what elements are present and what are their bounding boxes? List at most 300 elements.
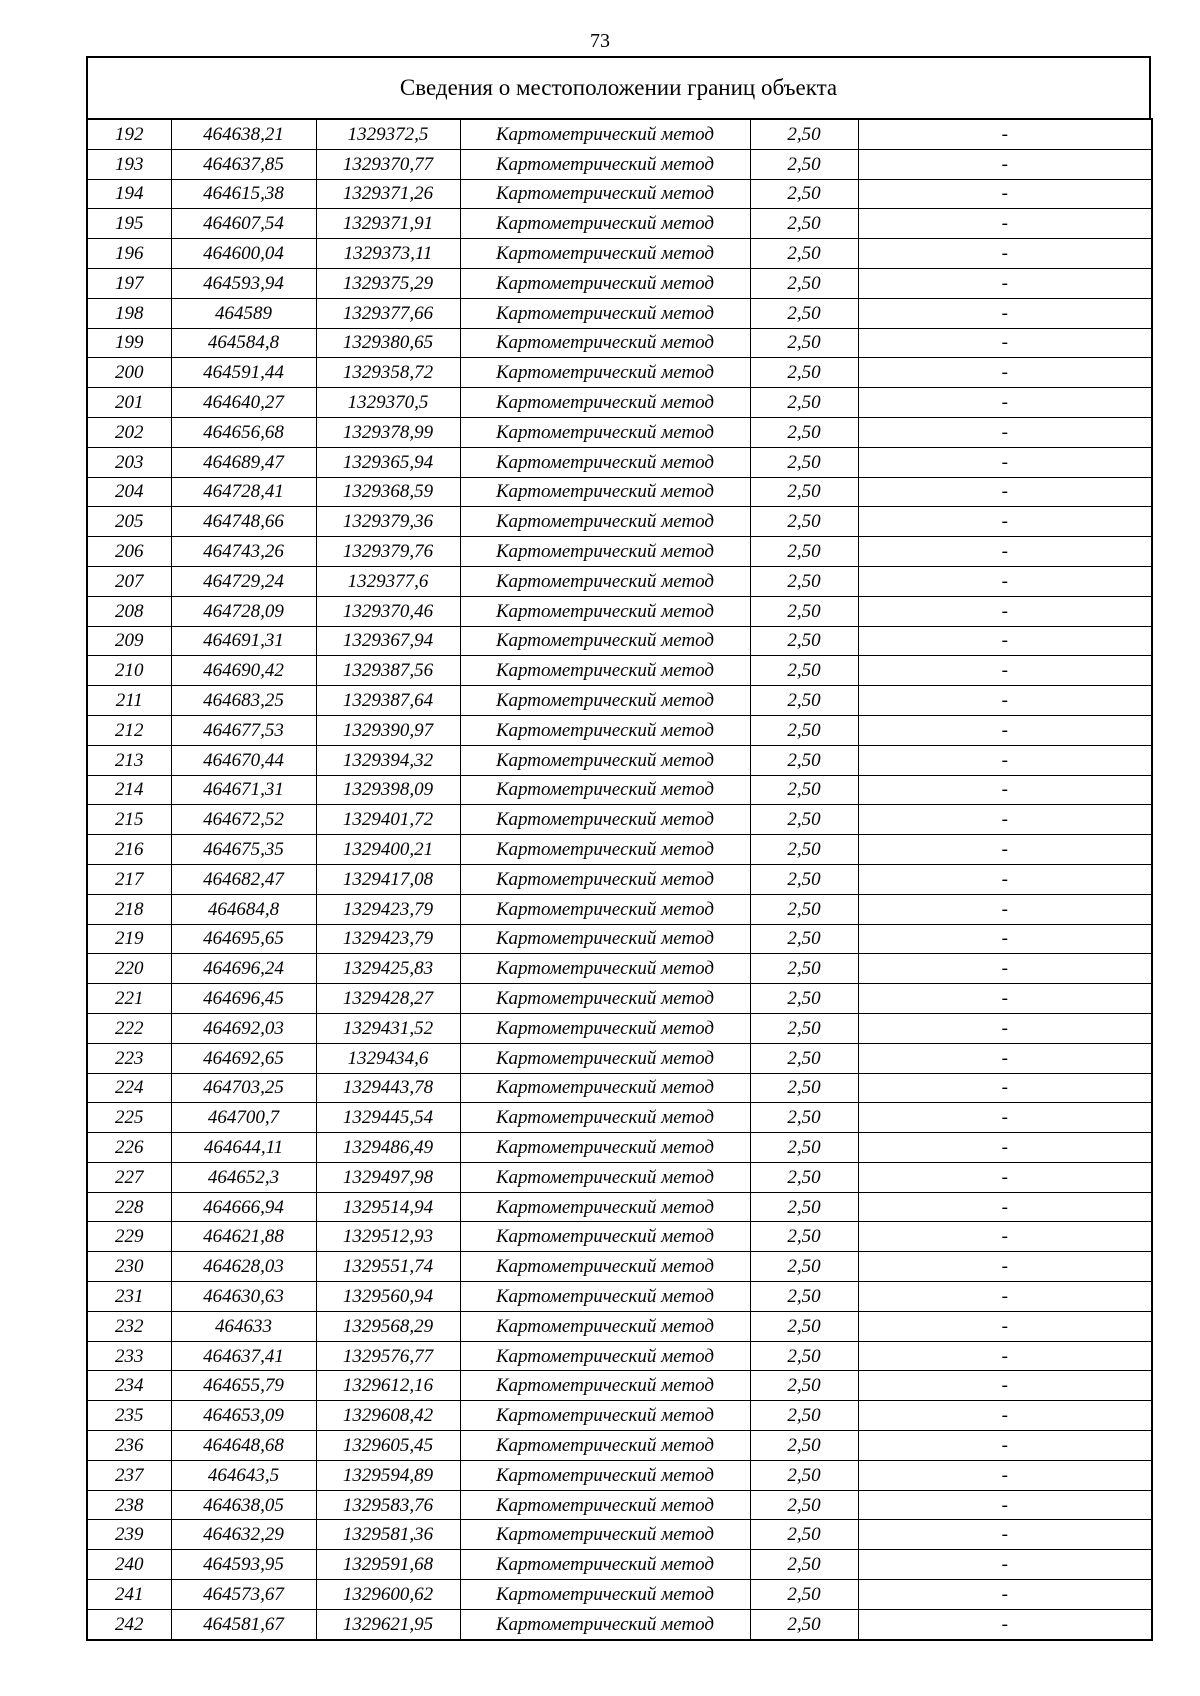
x-coordinate-cell: 464630,63	[171, 1282, 316, 1312]
method-cell: Картометрический метод	[460, 626, 750, 656]
accuracy-cell: 2,50	[750, 1013, 858, 1043]
y-coordinate-cell: 1329591,68	[316, 1550, 460, 1580]
method-cell: Картометрический метод	[460, 1073, 750, 1103]
table-row	[87, 1341, 1152, 1371]
accuracy-cell: 2,50	[750, 686, 858, 716]
x-coordinate-cell: 464670,44	[171, 745, 316, 775]
accuracy-cell: 2,50	[750, 1490, 858, 1520]
x-coordinate-cell: 464677,53	[171, 715, 316, 745]
x-coordinate-cell: 464644,11	[171, 1133, 316, 1163]
x-coordinate-cell: 464581,67	[171, 1609, 316, 1639]
point-number-cell: 197	[87, 268, 171, 298]
y-coordinate-cell: 1329375,29	[316, 268, 460, 298]
method-cell: Картометрический метод	[460, 1013, 750, 1043]
description-cell: -	[858, 1341, 1152, 1371]
table-row	[87, 268, 1152, 298]
accuracy-cell: 2,50	[750, 417, 858, 447]
accuracy-cell: 2,50	[750, 1222, 858, 1252]
y-coordinate-cell: 1329600,62	[316, 1580, 460, 1610]
coordinates-table-body	[87, 119, 1152, 1640]
y-coordinate-cell: 1329434,6	[316, 1043, 460, 1073]
point-number-cell: 235	[87, 1401, 171, 1431]
x-coordinate-cell: 464591,44	[171, 358, 316, 388]
x-coordinate-cell: 464729,24	[171, 566, 316, 596]
method-cell: Картометрический метод	[460, 328, 750, 358]
y-coordinate-cell: 1329401,72	[316, 805, 460, 835]
table-row	[87, 924, 1152, 954]
accuracy-cell: 2,50	[750, 209, 858, 239]
point-number-cell: 206	[87, 537, 171, 567]
y-coordinate-cell: 1329371,91	[316, 209, 460, 239]
description-cell: -	[858, 715, 1152, 745]
x-coordinate-cell: 464700,7	[171, 1103, 316, 1133]
accuracy-cell: 2,50	[750, 149, 858, 179]
accuracy-cell: 2,50	[750, 656, 858, 686]
x-coordinate-cell: 464593,95	[171, 1550, 316, 1580]
x-coordinate-cell: 464638,21	[171, 119, 316, 149]
y-coordinate-cell: 1329443,78	[316, 1073, 460, 1103]
description-cell: -	[858, 656, 1152, 686]
method-cell: Картометрический метод	[460, 507, 750, 537]
method-cell: Картометрический метод	[460, 1222, 750, 1252]
table-row	[87, 835, 1152, 865]
accuracy-cell: 2,50	[750, 805, 858, 835]
description-cell: -	[858, 209, 1152, 239]
y-coordinate-cell: 1329394,32	[316, 745, 460, 775]
accuracy-cell: 2,50	[750, 1103, 858, 1133]
description-cell: -	[858, 954, 1152, 984]
accuracy-cell: 2,50	[750, 566, 858, 596]
table-row	[87, 1460, 1152, 1490]
accuracy-cell: 2,50	[750, 477, 858, 507]
y-coordinate-cell: 1329568,29	[316, 1311, 460, 1341]
table-row	[87, 745, 1152, 775]
accuracy-cell: 2,50	[750, 954, 858, 984]
point-number-cell: 192	[87, 119, 171, 149]
method-cell: Картометрический метод	[460, 805, 750, 835]
y-coordinate-cell: 1329560,94	[316, 1282, 460, 1312]
table-row	[87, 715, 1152, 745]
y-coordinate-cell: 1329594,89	[316, 1460, 460, 1490]
method-cell: Картометрический метод	[460, 209, 750, 239]
description-cell: -	[858, 239, 1152, 269]
y-coordinate-cell: 1329486,49	[316, 1133, 460, 1163]
y-coordinate-cell: 1329379,76	[316, 537, 460, 567]
x-coordinate-cell: 464652,3	[171, 1162, 316, 1192]
table-row	[87, 596, 1152, 626]
point-number-cell: 239	[87, 1520, 171, 1550]
accuracy-cell: 2,50	[750, 1401, 858, 1431]
y-coordinate-cell: 1329621,95	[316, 1609, 460, 1639]
table-row	[87, 864, 1152, 894]
accuracy-cell: 2,50	[750, 1282, 858, 1312]
y-coordinate-cell: 1329583,76	[316, 1490, 460, 1520]
y-coordinate-cell: 1329378,99	[316, 417, 460, 447]
point-number-cell: 221	[87, 984, 171, 1014]
x-coordinate-cell: 464653,09	[171, 1401, 316, 1431]
point-number-cell: 226	[87, 1133, 171, 1163]
method-cell: Картометрический метод	[460, 537, 750, 567]
method-cell: Картометрический метод	[460, 566, 750, 596]
description-cell: -	[858, 1550, 1152, 1580]
table-row	[87, 477, 1152, 507]
description-cell: -	[858, 1311, 1152, 1341]
accuracy-cell: 2,50	[750, 984, 858, 1014]
point-number-cell: 236	[87, 1431, 171, 1461]
point-number-cell: 200	[87, 358, 171, 388]
table-row	[87, 298, 1152, 328]
point-number-cell: 198	[87, 298, 171, 328]
x-coordinate-cell: 464692,03	[171, 1013, 316, 1043]
accuracy-cell: 2,50	[750, 537, 858, 567]
description-cell: -	[858, 924, 1152, 954]
table-row	[87, 1580, 1152, 1610]
description-cell: -	[858, 1431, 1152, 1461]
point-number-cell: 222	[87, 1013, 171, 1043]
point-number-cell: 233	[87, 1341, 171, 1371]
point-number-cell: 201	[87, 388, 171, 418]
table-row	[87, 894, 1152, 924]
x-coordinate-cell: 464743,26	[171, 537, 316, 567]
table-row	[87, 358, 1152, 388]
table-row	[87, 1609, 1152, 1639]
table-row	[87, 1371, 1152, 1401]
y-coordinate-cell: 1329576,77	[316, 1341, 460, 1371]
method-cell: Картометрический метод	[460, 1580, 750, 1610]
method-cell: Картометрический метод	[460, 715, 750, 745]
table-row	[87, 1162, 1152, 1192]
description-cell: -	[858, 686, 1152, 716]
y-coordinate-cell: 1329423,79	[316, 894, 460, 924]
y-coordinate-cell: 1329417,08	[316, 864, 460, 894]
x-coordinate-cell: 464703,25	[171, 1073, 316, 1103]
table-row	[87, 209, 1152, 239]
point-number-cell: 232	[87, 1311, 171, 1341]
coordinates-table	[86, 118, 1153, 1641]
accuracy-cell: 2,50	[750, 924, 858, 954]
point-number-cell: 204	[87, 477, 171, 507]
description-cell: -	[858, 775, 1152, 805]
x-coordinate-cell: 464607,54	[171, 209, 316, 239]
y-coordinate-cell: 1329379,36	[316, 507, 460, 537]
y-coordinate-cell: 1329512,93	[316, 1222, 460, 1252]
description-cell: -	[858, 626, 1152, 656]
description-cell: -	[858, 894, 1152, 924]
method-cell: Картометрический метод	[460, 149, 750, 179]
method-cell: Картометрический метод	[460, 894, 750, 924]
point-number-cell: 219	[87, 924, 171, 954]
point-number-cell: 211	[87, 686, 171, 716]
accuracy-cell: 2,50	[750, 1520, 858, 1550]
description-cell: -	[858, 537, 1152, 567]
point-number-cell: 193	[87, 149, 171, 179]
method-cell: Картометрический метод	[460, 954, 750, 984]
method-cell: Картометрический метод	[460, 596, 750, 626]
method-cell: Картометрический метод	[460, 1133, 750, 1163]
table-row	[87, 149, 1152, 179]
table-row	[87, 537, 1152, 567]
accuracy-cell: 2,50	[750, 388, 858, 418]
accuracy-cell: 2,50	[750, 626, 858, 656]
x-coordinate-cell: 464638,05	[171, 1490, 316, 1520]
y-coordinate-cell: 1329400,21	[316, 835, 460, 865]
description-cell: -	[858, 745, 1152, 775]
point-number-cell: 217	[87, 864, 171, 894]
table-row	[87, 1043, 1152, 1073]
description-cell: -	[858, 805, 1152, 835]
y-coordinate-cell: 1329380,65	[316, 328, 460, 358]
accuracy-cell: 2,50	[750, 596, 858, 626]
x-coordinate-cell: 464589	[171, 298, 316, 328]
point-number-cell: 229	[87, 1222, 171, 1252]
accuracy-cell: 2,50	[750, 1311, 858, 1341]
table-row	[87, 1073, 1152, 1103]
table-row	[87, 1401, 1152, 1431]
accuracy-cell: 2,50	[750, 894, 858, 924]
x-coordinate-cell: 464621,88	[171, 1222, 316, 1252]
table-row	[87, 954, 1152, 984]
accuracy-cell: 2,50	[750, 1371, 858, 1401]
point-number-cell: 242	[87, 1609, 171, 1639]
description-cell: -	[858, 447, 1152, 477]
table-row	[87, 1311, 1152, 1341]
accuracy-cell: 2,50	[750, 1341, 858, 1371]
x-coordinate-cell: 464656,68	[171, 417, 316, 447]
y-coordinate-cell: 1329514,94	[316, 1192, 460, 1222]
x-coordinate-cell: 464573,67	[171, 1580, 316, 1610]
table-row	[87, 447, 1152, 477]
point-number-cell: 213	[87, 745, 171, 775]
point-number-cell: 223	[87, 1043, 171, 1073]
description-cell: -	[858, 1609, 1152, 1639]
table-row	[87, 984, 1152, 1014]
table-row	[87, 1222, 1152, 1252]
description-cell: -	[858, 1162, 1152, 1192]
accuracy-cell: 2,50	[750, 507, 858, 537]
table-row	[87, 1282, 1152, 1312]
x-coordinate-cell: 464691,31	[171, 626, 316, 656]
point-number-cell: 215	[87, 805, 171, 835]
y-coordinate-cell: 1329373,11	[316, 239, 460, 269]
y-coordinate-cell: 1329428,27	[316, 984, 460, 1014]
y-coordinate-cell: 1329377,66	[316, 298, 460, 328]
accuracy-cell: 2,50	[750, 298, 858, 328]
x-coordinate-cell: 464648,68	[171, 1431, 316, 1461]
method-cell: Картометрический метод	[460, 1371, 750, 1401]
point-number-cell: 207	[87, 566, 171, 596]
y-coordinate-cell: 1329445,54	[316, 1103, 460, 1133]
description-cell: -	[858, 477, 1152, 507]
method-cell: Картометрический метод	[460, 1192, 750, 1222]
y-coordinate-cell: 1329390,97	[316, 715, 460, 745]
method-cell: Картометрический метод	[460, 835, 750, 865]
accuracy-cell: 2,50	[750, 268, 858, 298]
description-cell: -	[858, 1282, 1152, 1312]
accuracy-cell: 2,50	[750, 1043, 858, 1073]
x-coordinate-cell: 464728,09	[171, 596, 316, 626]
accuracy-cell: 2,50	[750, 1252, 858, 1282]
method-cell: Картометрический метод	[460, 447, 750, 477]
method-cell: Картометрический метод	[460, 298, 750, 328]
point-number-cell: 225	[87, 1103, 171, 1133]
method-cell: Картометрический метод	[460, 1431, 750, 1461]
accuracy-cell: 2,50	[750, 1580, 858, 1610]
description-cell: -	[858, 328, 1152, 358]
method-cell: Картометрический метод	[460, 239, 750, 269]
method-cell: Картометрический метод	[460, 1520, 750, 1550]
point-number-cell: 224	[87, 1073, 171, 1103]
description-cell: -	[858, 1520, 1152, 1550]
method-cell: Картометрический метод	[460, 388, 750, 418]
description-cell: -	[858, 1252, 1152, 1282]
accuracy-cell: 2,50	[750, 775, 858, 805]
accuracy-cell: 2,50	[750, 745, 858, 775]
x-coordinate-cell: 464600,04	[171, 239, 316, 269]
accuracy-cell: 2,50	[750, 1609, 858, 1639]
y-coordinate-cell: 1329368,59	[316, 477, 460, 507]
table-row	[87, 1192, 1152, 1222]
point-number-cell: 228	[87, 1192, 171, 1222]
description-cell: -	[858, 1371, 1152, 1401]
accuracy-cell: 2,50	[750, 1460, 858, 1490]
table-row	[87, 1520, 1152, 1550]
description-cell: -	[858, 1580, 1152, 1610]
method-cell: Картометрический метод	[460, 1490, 750, 1520]
y-coordinate-cell: 1329425,83	[316, 954, 460, 984]
table-row	[87, 626, 1152, 656]
description-cell: -	[858, 119, 1152, 149]
table-row	[87, 686, 1152, 716]
x-coordinate-cell: 464628,03	[171, 1252, 316, 1282]
x-coordinate-cell: 464640,27	[171, 388, 316, 418]
accuracy-cell: 2,50	[750, 447, 858, 477]
table-row	[87, 1103, 1152, 1133]
point-number-cell: 218	[87, 894, 171, 924]
accuracy-cell: 2,50	[750, 1073, 858, 1103]
method-cell: Картометрический метод	[460, 1103, 750, 1133]
method-cell: Картометрический метод	[460, 1401, 750, 1431]
point-number-cell: 241	[87, 1580, 171, 1610]
point-number-cell: 203	[87, 447, 171, 477]
accuracy-cell: 2,50	[750, 179, 858, 209]
y-coordinate-cell: 1329370,5	[316, 388, 460, 418]
accuracy-cell: 2,50	[750, 119, 858, 149]
method-cell: Картометрический метод	[460, 417, 750, 447]
description-cell: -	[858, 417, 1152, 447]
x-coordinate-cell: 464637,41	[171, 1341, 316, 1371]
table-row	[87, 507, 1152, 537]
point-number-cell: 237	[87, 1460, 171, 1490]
point-number-cell: 234	[87, 1371, 171, 1401]
description-cell: -	[858, 864, 1152, 894]
method-cell: Картометрический метод	[460, 1162, 750, 1192]
table-row	[87, 119, 1152, 149]
table-row	[87, 775, 1152, 805]
point-number-cell: 205	[87, 507, 171, 537]
method-cell: Картометрический метод	[460, 119, 750, 149]
point-number-cell: 230	[87, 1252, 171, 1282]
y-coordinate-cell: 1329612,16	[316, 1371, 460, 1401]
description-cell: -	[858, 268, 1152, 298]
method-cell: Картометрический метод	[460, 686, 750, 716]
point-number-cell: 210	[87, 656, 171, 686]
description-cell: -	[858, 179, 1152, 209]
description-cell: -	[858, 835, 1152, 865]
table-row	[87, 239, 1152, 269]
y-coordinate-cell: 1329371,26	[316, 179, 460, 209]
y-coordinate-cell: 1329497,98	[316, 1162, 460, 1192]
description-cell: -	[858, 1401, 1152, 1431]
method-cell: Картометрический метод	[460, 1252, 750, 1282]
description-cell: -	[858, 358, 1152, 388]
point-number-cell: 195	[87, 209, 171, 239]
description-cell: -	[858, 1222, 1152, 1252]
accuracy-cell: 2,50	[750, 239, 858, 269]
accuracy-cell: 2,50	[750, 358, 858, 388]
table-row	[87, 179, 1152, 209]
point-number-cell: 238	[87, 1490, 171, 1520]
point-number-cell: 220	[87, 954, 171, 984]
method-cell: Картометрический метод	[460, 924, 750, 954]
x-coordinate-cell: 464593,94	[171, 268, 316, 298]
x-coordinate-cell: 464675,35	[171, 835, 316, 865]
y-coordinate-cell: 1329370,77	[316, 149, 460, 179]
y-coordinate-cell: 1329387,64	[316, 686, 460, 716]
y-coordinate-cell: 1329365,94	[316, 447, 460, 477]
method-cell: Картометрический метод	[460, 268, 750, 298]
point-number-cell: 208	[87, 596, 171, 626]
method-cell: Картометрический метод	[460, 864, 750, 894]
method-cell: Картометрический метод	[460, 477, 750, 507]
y-coordinate-cell: 1329367,94	[316, 626, 460, 656]
point-number-cell: 214	[87, 775, 171, 805]
x-coordinate-cell: 464671,31	[171, 775, 316, 805]
x-coordinate-cell: 464632,29	[171, 1520, 316, 1550]
table-row	[87, 388, 1152, 418]
x-coordinate-cell: 464672,52	[171, 805, 316, 835]
accuracy-cell: 2,50	[750, 1192, 858, 1222]
x-coordinate-cell: 464633	[171, 1311, 316, 1341]
description-cell: -	[858, 1103, 1152, 1133]
x-coordinate-cell: 464683,25	[171, 686, 316, 716]
point-number-cell: 196	[87, 239, 171, 269]
method-cell: Картометрический метод	[460, 984, 750, 1014]
description-cell: -	[858, 1073, 1152, 1103]
description-cell: -	[858, 1192, 1152, 1222]
x-coordinate-cell: 464692,65	[171, 1043, 316, 1073]
table-row	[87, 1133, 1152, 1163]
description-cell: -	[858, 507, 1152, 537]
method-cell: Картометрический метод	[460, 1282, 750, 1312]
description-cell: -	[858, 298, 1152, 328]
table-row	[87, 417, 1152, 447]
x-coordinate-cell: 464684,8	[171, 894, 316, 924]
y-coordinate-cell: 1329358,72	[316, 358, 460, 388]
method-cell: Картометрический метод	[460, 656, 750, 686]
y-coordinate-cell: 1329398,09	[316, 775, 460, 805]
y-coordinate-cell: 1329608,42	[316, 1401, 460, 1431]
y-coordinate-cell: 1329372,5	[316, 119, 460, 149]
description-cell: -	[858, 1490, 1152, 1520]
description-cell: -	[858, 566, 1152, 596]
table-row	[87, 1252, 1152, 1282]
x-coordinate-cell: 464690,42	[171, 656, 316, 686]
point-number-cell: 227	[87, 1162, 171, 1192]
method-cell: Картометрический метод	[460, 179, 750, 209]
x-coordinate-cell: 464696,45	[171, 984, 316, 1014]
method-cell: Картометрический метод	[460, 1311, 750, 1341]
x-coordinate-cell: 464643,5	[171, 1460, 316, 1490]
